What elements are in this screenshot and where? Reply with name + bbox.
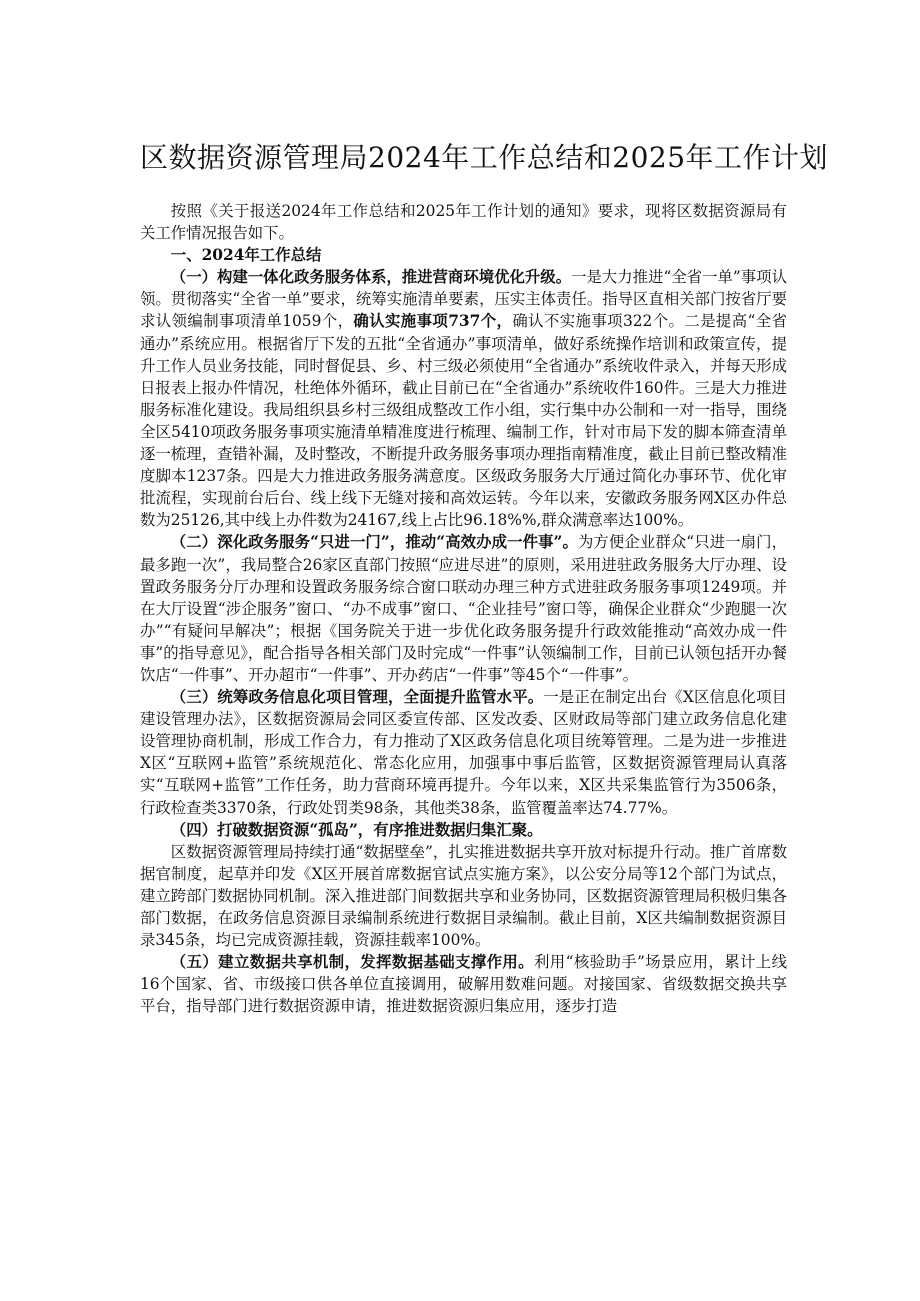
item-5-body: 利用“核验助手”场景应用，累计上线16个国家、省、市级接口供各单位直接调用，破解用数难问题。对接国家、省级数据交换共享平台，指导部门进行数据资源申请，推进数据资源归集应用，逐步打造 [140, 953, 787, 1016]
item-1-paragraph [140, 266, 787, 531]
item-3-body: 一是正在制定出台《X区信息化项目建设管理办法》，区数据资源局会同区委宣传部、区发改委、区财政局等部门建立政务信息化建设管理协商机制，形成工作合力，有力推动了X区政务信息化项目统筹管理。二是为进一步推进X区“互联网+监管”系统规范化、常态化应用，加强事中事后监管，区数据资源管理局认真落实“互联网+监管”工作任务，助力营商环境再提升。今年以来，X区共采集监管行为3506条，行政检查类3370条，行政处罚类98条，其他类38条，监管覆盖率达74.77%。 [140, 688, 787, 817]
item-4-body: 区数据资源管理局持续打通“数据壁垒”，扎实推进数据共享开放对标提升行动。推广首席数据官制度，起草并印发《X区开展首席数据官试点实施方案》，以公安分局等12个部门为试点，建立跨部门数据协同机制。深入推进部门间数据共享和业务协同，区数据资源管理局积极归集各部门数据，在政务信息资源目录编制系统进行数据目录编制。截止目前，X区共编制数据资源目录345条，均已完成资源挂载，资源挂载率100%。 [140, 842, 787, 950]
item-1-bold-mid: 确认实施事项737个， [353, 312, 513, 331]
item-1-body-b: 确认不实施事项322个。二是提高“全省通办”系统应用。根据省厅下发的五批“全省通办”事项清单，做好系统操作培训和政策宣传，提升工作人员业务技能，同时督促县、乡、村三级必须使用“全省通办”系统收件录入，并每天形成日报表上报办件情况，杜绝体外循环，截止目前已在“全省通办”系统收件160件。三是大力推进服务标准化建设。我局组织县乡村三级组成整改工作小组，实行集中办公制和一对一指导，围绕全区5410项政务服务事项实施清单精准度进行梳理、编制工作，针对市局下发的脚本筛查清单逐一梳理，查错补漏，及时整改，不断提升政务服务事项办理指南精准度，截止目前已整改精准度脚本1237条。四是大力推进政务服务满意度。区级政务服务大厅通过简化办事环节、优化审批流程，实现前台后台、线上线下无缝对接和高效运转。今年以来，安徽政务服务网X区办件总数为25126,其中线上办件数为24167,线上占比96.18%%,群众满意率达100%。 [140, 312, 788, 530]
item-1-heading: （一）构建一体化政务服务体系，推进营商环境优化升级。 [170, 268, 572, 287]
item-5-heading: （五）建立数据共享机制，发挥数据基础支撑作用。 [170, 953, 534, 972]
document-page [140, 138, 829, 1017]
item-2-heading: （二）深化政务服务“只进一门”，推动“高效办成一件事”。 [170, 533, 578, 552]
item-3-paragraph [140, 686, 787, 819]
item-1-body-a: 一是大力推进“全省一单”事项认领。贯彻落实“全省一单”要求，统筹实施清单要素，压实主体责任。指导区直相关部门按省厅要求认领编制事项清单1059个， [140, 268, 787, 331]
section-heading-1: 一、2024年工作总结 [170, 246, 322, 265]
item-4-heading: （四）打破数据资源“孤岛”，有序推进数据归集汇聚。 [170, 820, 543, 839]
item-2-body: 为方便企业群众“只进一扇门，最多跑一次”，我局整合26家区直部门按照“应进尽进”的原则，采用进驻政务服务大厅办理、设置政务服务分厅办理和设置政务服务综合窗口联动办理三种方式进驻政务服务事项1249项。并在大厅设置“涉企服务”窗口、“办不成事”窗口、“企业挂号”窗口等，确保企业群众“少跑腿一次办”“有疑问早解决”；根据《国务院关于进一步优化政务服务提升行政效能推动“高效办成一件事”的指导意见》，配合指导各相关部门及时完成“一件事”认领编制工作，目前已认领包括开办餐饮店“一件事”、开办超市“一件事”、开办药店“一件事”等45个“一件事”。 [140, 533, 787, 684]
intro-paragraph: 按照《关于报送2024年工作总结和2025年工作计划的通知》要求，现将区数据资源局有关工作情况报告如下。 [140, 202, 787, 243]
item-5-paragraph [140, 951, 787, 1017]
item-2-paragraph [140, 531, 787, 686]
item-3-heading: （三）统筹政务信息化项目管理，全面提升监管水平。 [170, 688, 544, 707]
document-title: 区数据资源管理局2024年工作总结和2025年工作计划 [140, 141, 829, 174]
